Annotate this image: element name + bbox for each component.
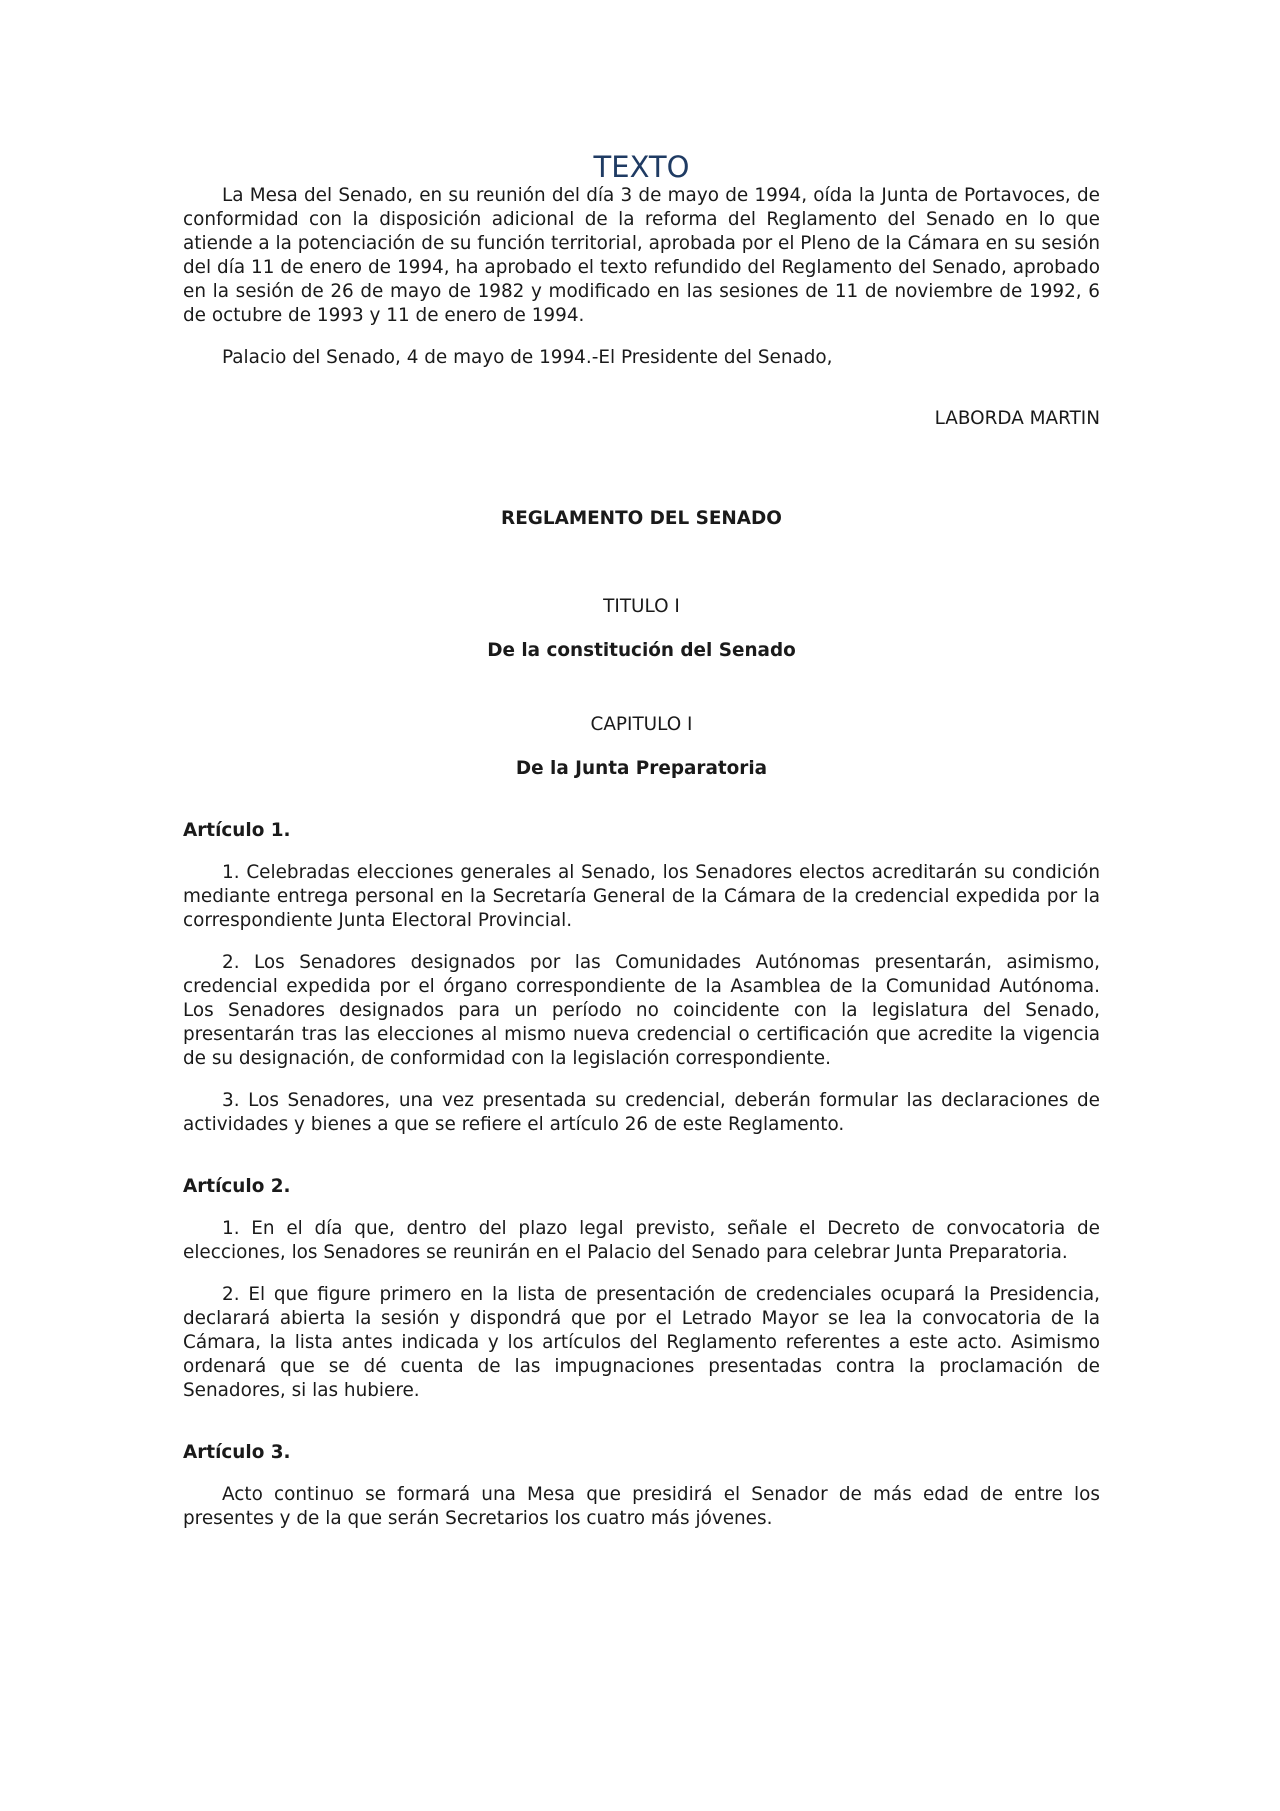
article-paragraph: 2. Los Senadores designados por las Comunidades Autónomas presentarán, asimismo, credencial expedida por el órgano correspondiente de la Asamblea de la Comunidad Autónoma. Los Senadores designados para un período no coincidente con la legislatura del Senado, presentarán tras las elecciones al mismo nueva credencial o certificación que acredite la vigencia de su designación, de conformidad con la legislación correspondiente.: [183, 952, 1100, 1069]
capitulo-name: De la Junta Preparatoria: [515, 758, 768, 779]
article-paragraph: 2. El que figure primero en la lista de presentación de credenciales ocupará la Presidencia, declarará abierta la sesión y dispondrá que por el Letrado Mayor se lea la convocatoria de la Cámara, la lista antes indicada y los artículos del Reglamento referentes a este acto. Asimismo ordenará que se dé cuenta de las impugnaciones presentadas contra la proclamación de Senadores, si las hubiere.: [183, 1284, 1100, 1401]
capitulo-label: CAPITULO I: [590, 714, 693, 735]
document-page: [183, 150, 1100, 1531]
article-paragraph: 1. En el día que, dentro del plazo legal previsto, señale el Decreto de convocatoria de elecciones, los Senadores se reunirán en el Palacio del Senado para celebrar Junta Preparatoria.: [183, 1218, 1100, 1263]
article-heading: Artículo 2.: [183, 1176, 291, 1197]
article-paragraph: Acto continuo se formará una Mesa que presidirá el Senador de más edad de entre los presentes y de la que serán Secretarios los cuatro más jóvenes.: [183, 1484, 1100, 1529]
intro-paragraph: La Mesa del Senado, en su reunión del día 3 de mayo de 1994, oída la Junta de Portavoces, de conformidad con la disposición adicional de la reforma del Reglamento del Senado en lo que atiende a la potenciación de su función territorial, aprobada por el Pleno de la Cámara en su sesión del día 11 de enero de 1994, ha aprobado el texto refundido del Reglamento del Senado, aprobado en la sesión de 26 de mayo de 1982 y modificado en las sesiones de 11 de noviembre de 1992, 6 de octubre de 1993 y 11 de enero de 1994.: [183, 185, 1100, 326]
signature: LABORDA MARTIN: [934, 408, 1100, 429]
article-heading: Artículo 3.: [183, 1442, 291, 1463]
article-paragraph: 3. Los Senadores, una vez presentada su credencial, deberán formular las declaraciones de actividades y bienes a que se refiere el artículo 26 de este Reglamento.: [183, 1090, 1100, 1135]
titulo-name: De la constitución del Senado: [487, 640, 796, 661]
article-heading: Artículo 1.: [183, 820, 291, 841]
article-paragraph: 1. Celebradas elecciones generales al Senado, los Senadores electos acreditarán su condición mediante entrega personal en la Secretaría General de la Cámara de la credencial expedida por la correspondiente Junta Electoral Provincial.: [183, 862, 1100, 931]
regulation-title: REGLAMENTO DEL SENADO: [501, 508, 782, 529]
titulo-label: TITULO I: [603, 596, 680, 617]
place-date-line: Palacio del Senado, 4 de mayo de 1994.-El Presidente del Senado,: [222, 347, 833, 368]
document-heading: TEXTO: [593, 150, 690, 184]
